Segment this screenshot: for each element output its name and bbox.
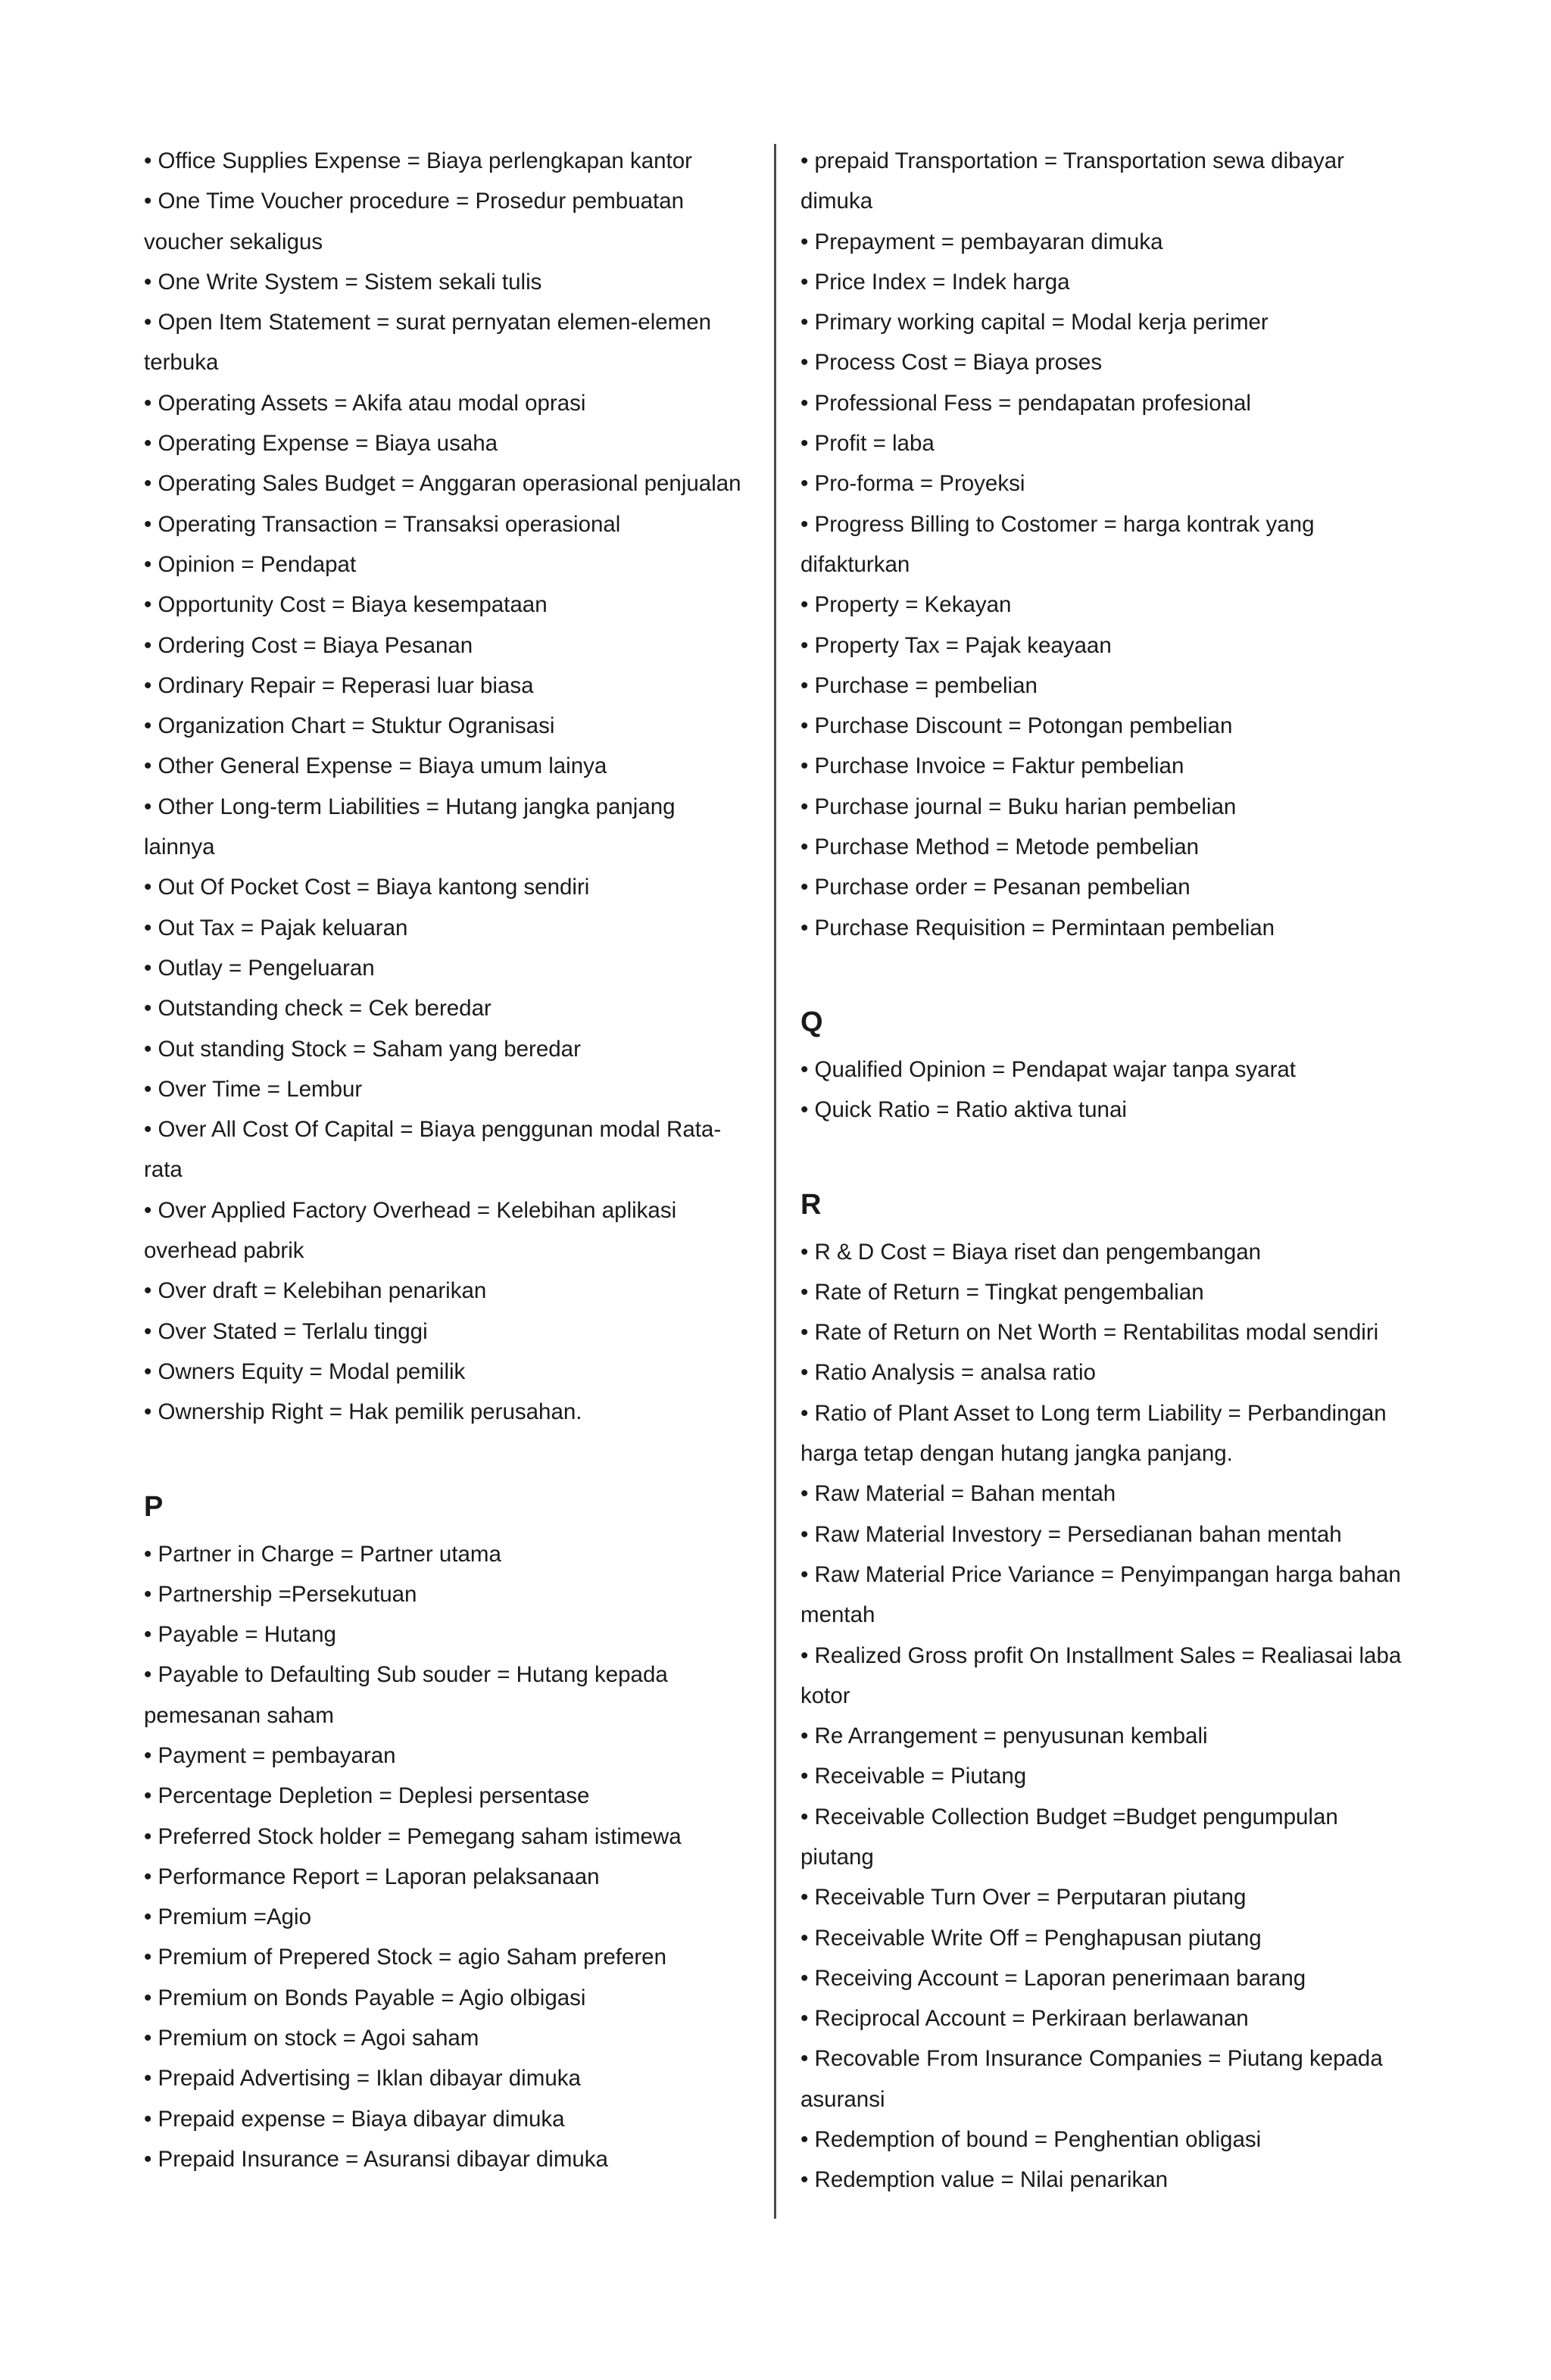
glossary-entry: • Outstanding check = Cek beredar [144,996,492,1022]
glossary-entry: • Ordering Cost = Biaya Pesanan [144,632,473,658]
section-o-continued [144,141,750,1433]
glossary-entry: • Ratio of Plant Asset to Long term Liability = Perbandingan harga tetap dengan hutang jangka panjang. [800,1400,1387,1467]
glossary-entry: • Ordinary Repair = Reperasi luar biasa [144,672,534,698]
glossary-entry: • Receivable = Piutang [800,1764,1027,1789]
glossary-entry: • Qualified Opinion = Pendapat wajar tanpa syarat [800,1056,1296,1082]
glossary-entry: • Premium of Prepered Stock = agio Saham preferen [144,1945,666,1970]
glossary-entry: • Operating Transaction = Transaksi operasional [144,511,621,537]
glossary-entry: • One Time Voucher procedure = Prosedur pembuatan voucher sekaligus [144,189,685,254]
glossary-entry: • Out standing Stock = Saham yang beredar [144,1036,581,1062]
glossary-entry: • Operating Assets = Akifa atau modal oprasi [144,390,586,416]
glossary-entry: • Reciprocal Account = Perkiraan berlawanan [800,2006,1249,2032]
glossary-entry: • Receivable Write Off = Penghapusan piutang [800,1925,1262,1951]
glossary-entry: • Purchase Discount = Potongan pembelian [800,713,1233,739]
section-spacer [144,1433,750,1487]
glossary-entry: • Progress Billing to Costomer = harga kontrak yang difakturkan [800,511,1315,577]
glossary-entry: • Purchase Requisition = Permintaan pembelian [800,915,1275,940]
glossary-entry: • Partner in Charge = Partner utama [144,1541,501,1567]
right-column [800,141,1406,2201]
glossary-entry: • Ratio Analysis = analsa ratio [800,1360,1096,1386]
glossary-entry: • Office Supplies Expense = Biaya perlengkapan kantor [144,148,692,173]
glossary-entry: • Other Long-term Liabilities = Hutang jangka panjang lainnya [144,794,676,860]
glossary-entry: • Quick Ratio = Ratio aktiva tunai [800,1097,1127,1123]
glossary-entry: • Primary working capital = Modal kerja perimer [800,310,1269,335]
glossary-entry: • Over Applied Factory Overhead = Kelebihan aplikasi overhead pabrik [144,1197,677,1264]
glossary-entry: • Prepaid Insurance = Asuransi dibayar dimuka [144,2146,608,2172]
glossary-entry: • Price Index = Indek harga [800,269,1070,295]
section-p-continued [800,141,1406,948]
glossary-entry: • Out Tax = Pajak keluaran [144,915,408,940]
glossary-entry: • Ownership Right = Hak pemilik perusahan. [144,1399,582,1425]
glossary-entry: • Other General Expense = Biaya umum lainya [144,753,607,779]
glossary-entry: • Recovable From Insurance Companies = Piutang kepada asuransi [800,2046,1383,2112]
glossary-entry: • Purchase journal = Buku harian pembelian [800,794,1237,819]
heading-spacer [144,1527,750,1534]
glossary-entry: • Purchase Method = Metode pembelian [800,834,1200,860]
glossary-entry: • Over All Cost Of Capital = Biaya penggunan modal Rata-rata [144,1117,722,1183]
glossary-entry: • Over draft = Kelebihan penarikan [144,1278,487,1304]
glossary-entry: • Over Time = Lembur [144,1076,363,1102]
glossary-entry: • Prepaid expense = Biaya dibayar dimuka [144,2106,565,2132]
glossary-entry: • Purchase Invoice = Faktur pembelian [800,753,1184,779]
section-r [800,1185,1406,2201]
glossary-entry: • Purchase order = Pesanan pembelian [800,875,1191,900]
glossary-entry: • Premium =Agio [144,1904,312,1930]
glossary-entry: • Property Tax = Pajak keayaan [800,632,1112,658]
glossary-entry: • Operating Expense = Biaya usaha [144,431,498,457]
glossary-entry: • Preferred Stock holder = Pemegang saham istimewa [144,1823,682,1849]
glossary-entry: • Out Of Pocket Cost = Biaya kantong sendiri [144,875,590,900]
glossary-entry: • Prepaid Advertising = Iklan dibayar dimuka [144,2066,581,2091]
glossary-entry: • Partnership =Persekutuan [144,1581,417,1607]
glossary-entry: • Property = Kekayan [800,592,1012,618]
glossary-entry: • Pro-forma = Proyeksi [800,471,1025,497]
section-spacer [800,1131,1406,1185]
section-letter-heading: Q [800,1006,823,1038]
glossary-entry: • Purchase = pembelian [800,672,1038,698]
glossary-entry: • Rate of Return = Tingkat pengembalian [800,1279,1204,1305]
glossary-entry: • Receivable Collection Budget =Budget pengumpulan piutang [800,1804,1338,1870]
heading-spacer [800,1225,1406,1232]
glossary-entry: • Owners Equity = Modal pemilik [144,1358,466,1384]
section-spacer [800,948,1406,1003]
glossary-entry: • Outlay = Pengeluaran [144,955,375,981]
heading-spacer [800,1043,1406,1050]
left-column [144,141,750,2179]
glossary-entry: • R & D Cost = Biaya riset dan pengembangan [800,1239,1262,1265]
glossary-entry: • Performance Report = Laporan pelaksanaan [144,1864,600,1889]
column-divider [774,144,776,2219]
section-p [144,1487,750,2180]
glossary-entry: • Receivable Turn Over = Perputaran piutang [800,1885,1247,1911]
glossary-entry: • Opinion = Pendapat [144,551,357,577]
section-letter-heading: P [144,1490,164,1523]
glossary-entry: • Organization Chart = Stuktur Ogranisasi [144,713,555,739]
glossary-entry: • Percentage Depletion = Deplesi persentase [144,1783,590,1809]
glossary-entry: • Operating Sales Budget = Anggaran operasional penjualan [144,471,741,497]
glossary-entry: • Premium on Bonds Payable = Agio olbigasi [144,1985,586,2010]
glossary-entry: • Open Item Statement = surat pernyatan elemen-elemen terbuka [144,310,712,376]
glossary-entry: • Raw Material = Bahan mentah [800,1481,1116,1507]
glossary-entry: • Redemption value = Nilai penarikan [800,2167,1169,2193]
glossary-entry: • One Write System = Sistem sekali tulis [144,269,542,295]
glossary-entry: • Raw Material Investory = Persedianan bahan mentah [800,1521,1342,1547]
section-q [800,1003,1406,1131]
glossary-entry: • Redemption of bound = Penghentian obligasi [800,2127,1262,2153]
glossary-entry: • Receiving Account = Laporan penerimaan barang [800,1965,1306,1991]
glossary-entry: • Payable to Defaulting Sub souder = Hutang kepada pemesanan saham [144,1662,668,1728]
glossary-entry: • Profit = laba [800,431,935,457]
glossary-entry: • Professional Fess = pendapatan profesional [800,390,1251,416]
glossary-entry: • Payable = Hutang [144,1622,336,1648]
glossary-entry: • prepaid Transportation = Transportation sewa dibayar dimuka [800,148,1344,214]
glossary-entry: • Payment = pembayaran [144,1742,396,1768]
glossary-entry: • Premium on stock = Agoi saham [144,2026,479,2051]
glossary-entry: • Opportunity Cost = Biaya kesempataan [144,592,548,618]
glossary-entry: • Re Arrangement = penyusunan kembali [800,1723,1208,1749]
glossary-entry: • Realized Gross profit On Installment Sales = Realiasai laba kotor [800,1642,1402,1708]
glossary-entry: • Rate of Return on Net Worth = Rentabilitas modal sendiri [800,1320,1379,1346]
glossary-entry: • Over Stated = Terlalu tinggi [144,1318,428,1344]
glossary-entry: • Process Cost = Biaya proses [800,350,1103,376]
glossary-entry: • Raw Material Price Variance = Penyimpangan harga bahan mentah [800,1561,1401,1628]
glossary-entry: • Prepayment = pembayaran dimuka [800,229,1163,254]
section-letter-heading: R [800,1188,822,1221]
